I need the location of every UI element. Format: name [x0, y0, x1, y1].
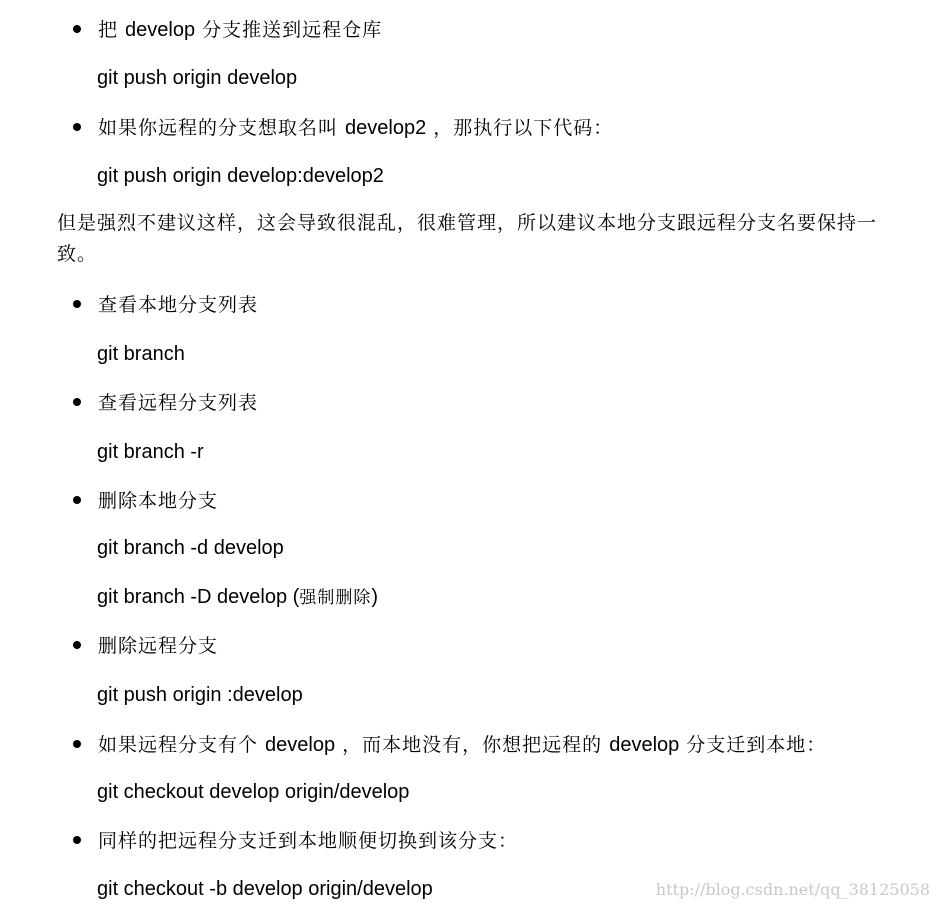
list-item-label: 分支迁到本地： [679, 734, 827, 756]
list-item-label: 把 [98, 19, 126, 41]
code-line: git branch -r [97, 441, 204, 463]
list-item-label: ，而本地没有，你想把远程的 [335, 734, 610, 756]
code-text: git branch -D develop ( [97, 586, 300, 608]
bullet-dot [73, 836, 81, 844]
list-item [0, 730, 900, 760]
list-item-text: 删除远程分支 [98, 635, 219, 657]
code-line: git push origin develop:develop2 [97, 165, 384, 187]
code-line: git push origin develop [97, 67, 298, 89]
list-item-text: 同样的把远程分支迁到本地顺便切换到该分支： [98, 830, 519, 852]
list-item-text [98, 17, 382, 43]
list-item-text: 查看远程分支列表 [98, 392, 259, 414]
list-item-text: 查看本地分支列表 [98, 294, 259, 316]
inline-code: develop [609, 734, 680, 756]
inline-code: develop2 [345, 117, 427, 139]
list-item-text [98, 115, 613, 141]
watermark: http://blog.csdn.net/qq_38125058 [655, 880, 930, 899]
paragraph: 但是强烈不建议这样，这会导致很混乱，很难管理，所以建议本地分支跟远程分支名要保持一致。 [57, 212, 878, 265]
list-item [0, 15, 900, 45]
bullet-dot [73, 398, 81, 406]
list-item-text: 删除本地分支 [98, 490, 219, 512]
bullet-dot [73, 123, 81, 131]
code-note: 强制删除 [299, 588, 372, 608]
code-line: git checkout -b develop origin/develop [97, 878, 433, 900]
bullet-dot [73, 740, 81, 748]
inline-code: develop [125, 19, 196, 41]
code-line: git branch -d develop [97, 537, 284, 559]
list-item-text [98, 732, 826, 758]
code-line: git checkout develop origin/develop [97, 781, 410, 803]
inline-code: develop [265, 734, 336, 756]
list-item-label: 分支推送到远程仓库 [195, 19, 383, 41]
list-item [0, 113, 900, 143]
code-text: ) [371, 586, 378, 608]
list-item-label: ，那执行以下代码： [426, 117, 614, 139]
list-item-label: 如果远程分支有个 [98, 734, 266, 756]
bullet-dot [73, 25, 81, 33]
bullet-dot [73, 641, 81, 649]
list-item-label: 如果你远程的分支想取名叫 [98, 117, 346, 139]
list-item [0, 486, 900, 516]
list-item [0, 826, 900, 856]
list-item [0, 388, 900, 418]
bullet-dot [73, 300, 81, 308]
code-line: git branch [97, 343, 185, 365]
code-line: git push origin :develop [97, 684, 303, 706]
bullet-dot [73, 496, 81, 504]
list-item [0, 631, 900, 661]
list-item [0, 290, 900, 320]
code-line [97, 584, 378, 611]
